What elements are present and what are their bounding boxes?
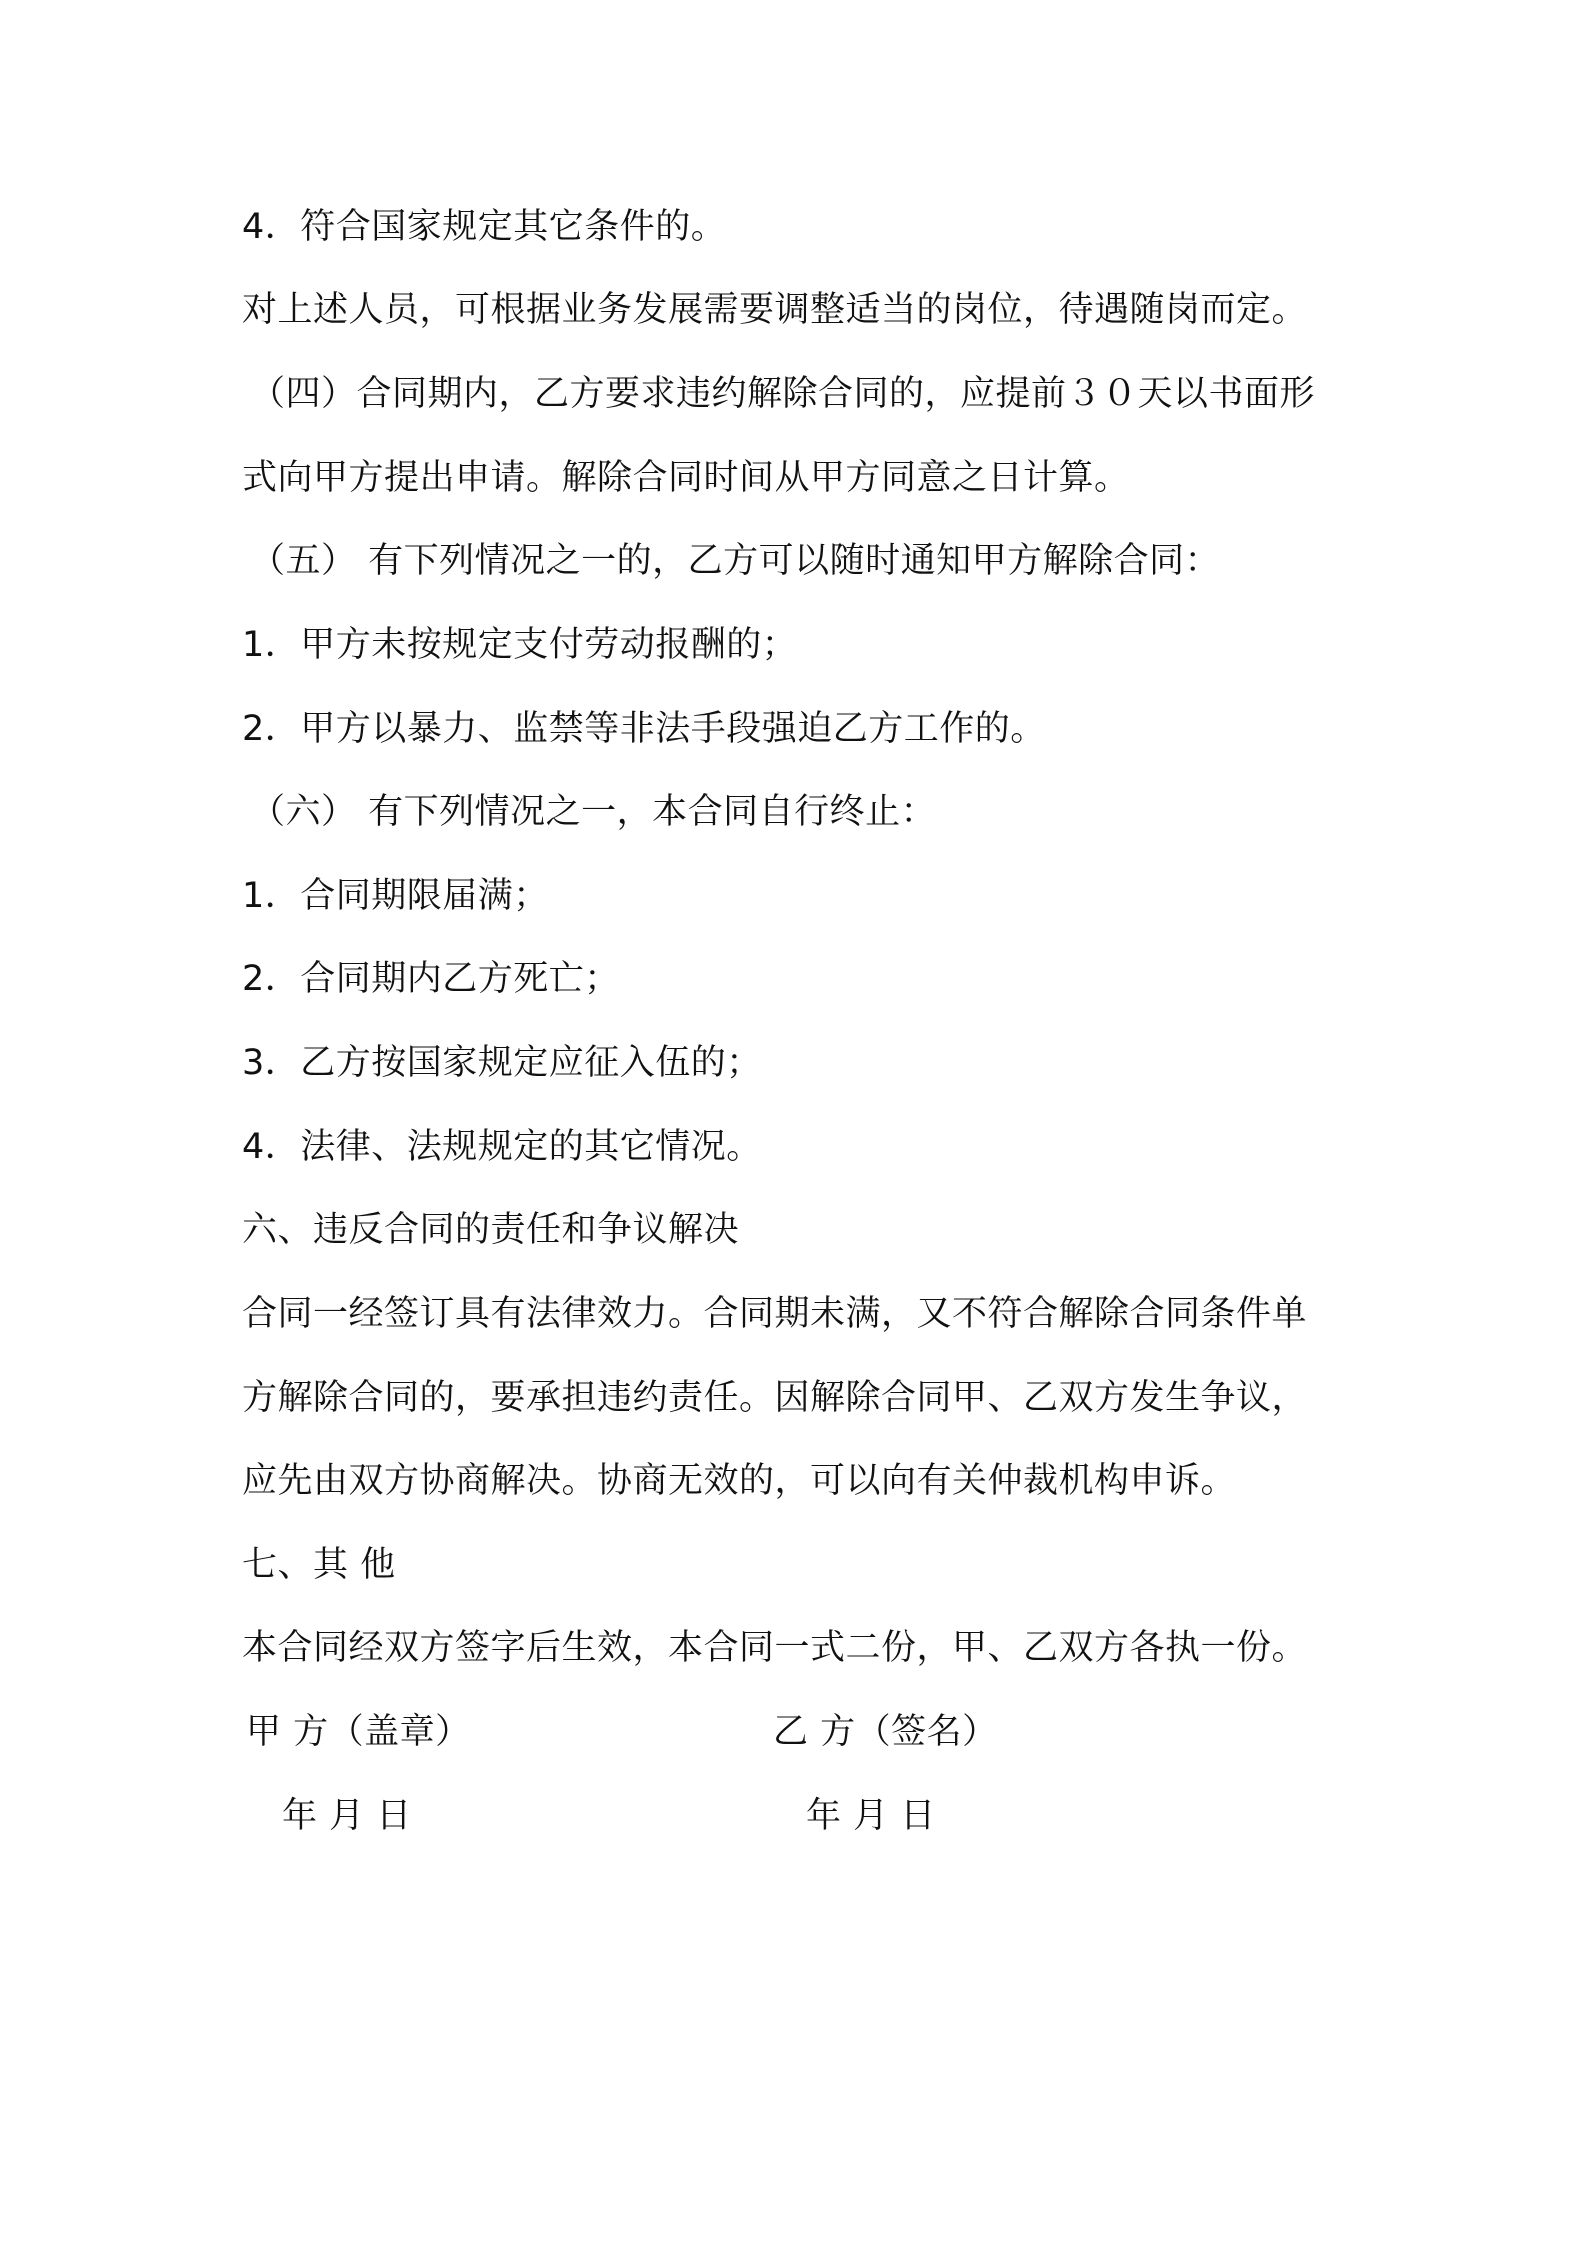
clause-line: 3．乙方按国家规定应征入伍的； [242, 1043, 762, 1083]
clause-line: 2．合同期内乙方死亡； [242, 959, 620, 999]
clause-line: （五） 有下列情况之一的，乙方可以随时通知甲方解除合同： [250, 541, 1221, 581]
clause-line: 4．符合国家规定其它条件的。 [242, 207, 727, 247]
clause-line: 2．甲方以暴力、监禁等非法手段强迫乙方工作的。 [242, 709, 1046, 749]
clause-line: （四）合同期内，乙方要求违约解除合同的，应提前３０天以书面形 [250, 374, 1316, 414]
clause-line: 对上述人员，可根据业务发展需要调整适当的岗位，待遇随岗而定。 [242, 290, 1308, 330]
clause-line: 1．合同期限届满； [242, 876, 549, 916]
clause-line: 合同一经签订具有法律效力。合同期未满，又不符合解除合同条件单 [242, 1294, 1308, 1334]
clause-line: 1．甲方未按规定支付劳动报酬的； [242, 625, 798, 665]
clause-line: 式向甲方提出申请。解除合同时间从甲方同意之日计算。 [242, 458, 1130, 498]
party-b-date-label: 年 月 日 [806, 1796, 936, 1836]
party-a-date-label: 年 月 日 [282, 1796, 412, 1836]
section-heading: 七、其 他 [242, 1545, 396, 1585]
clause-line: （六） 有下列情况之一，本合同自行终止： [250, 792, 937, 832]
clause-line: 方解除合同的，要承担违约责任。因解除合同甲、乙双方发生争议， [242, 1378, 1308, 1418]
clause-line: 4．法律、法规规定的其它情况。 [242, 1127, 762, 1167]
clause-line: 应先由双方协商解决。协商无效的，可以向有关仲裁机构申诉。 [242, 1461, 1237, 1501]
party-a-signature-label: 甲 方（盖章） [246, 1712, 471, 1752]
party-b-signature-label: 乙 方（签名） [773, 1712, 998, 1752]
section-heading: 六、违反合同的责任和争议解决 [242, 1210, 740, 1250]
clause-line: 本合同经双方签字后生效，本合同一式二份，甲、乙双方各执一份。 [242, 1628, 1308, 1668]
